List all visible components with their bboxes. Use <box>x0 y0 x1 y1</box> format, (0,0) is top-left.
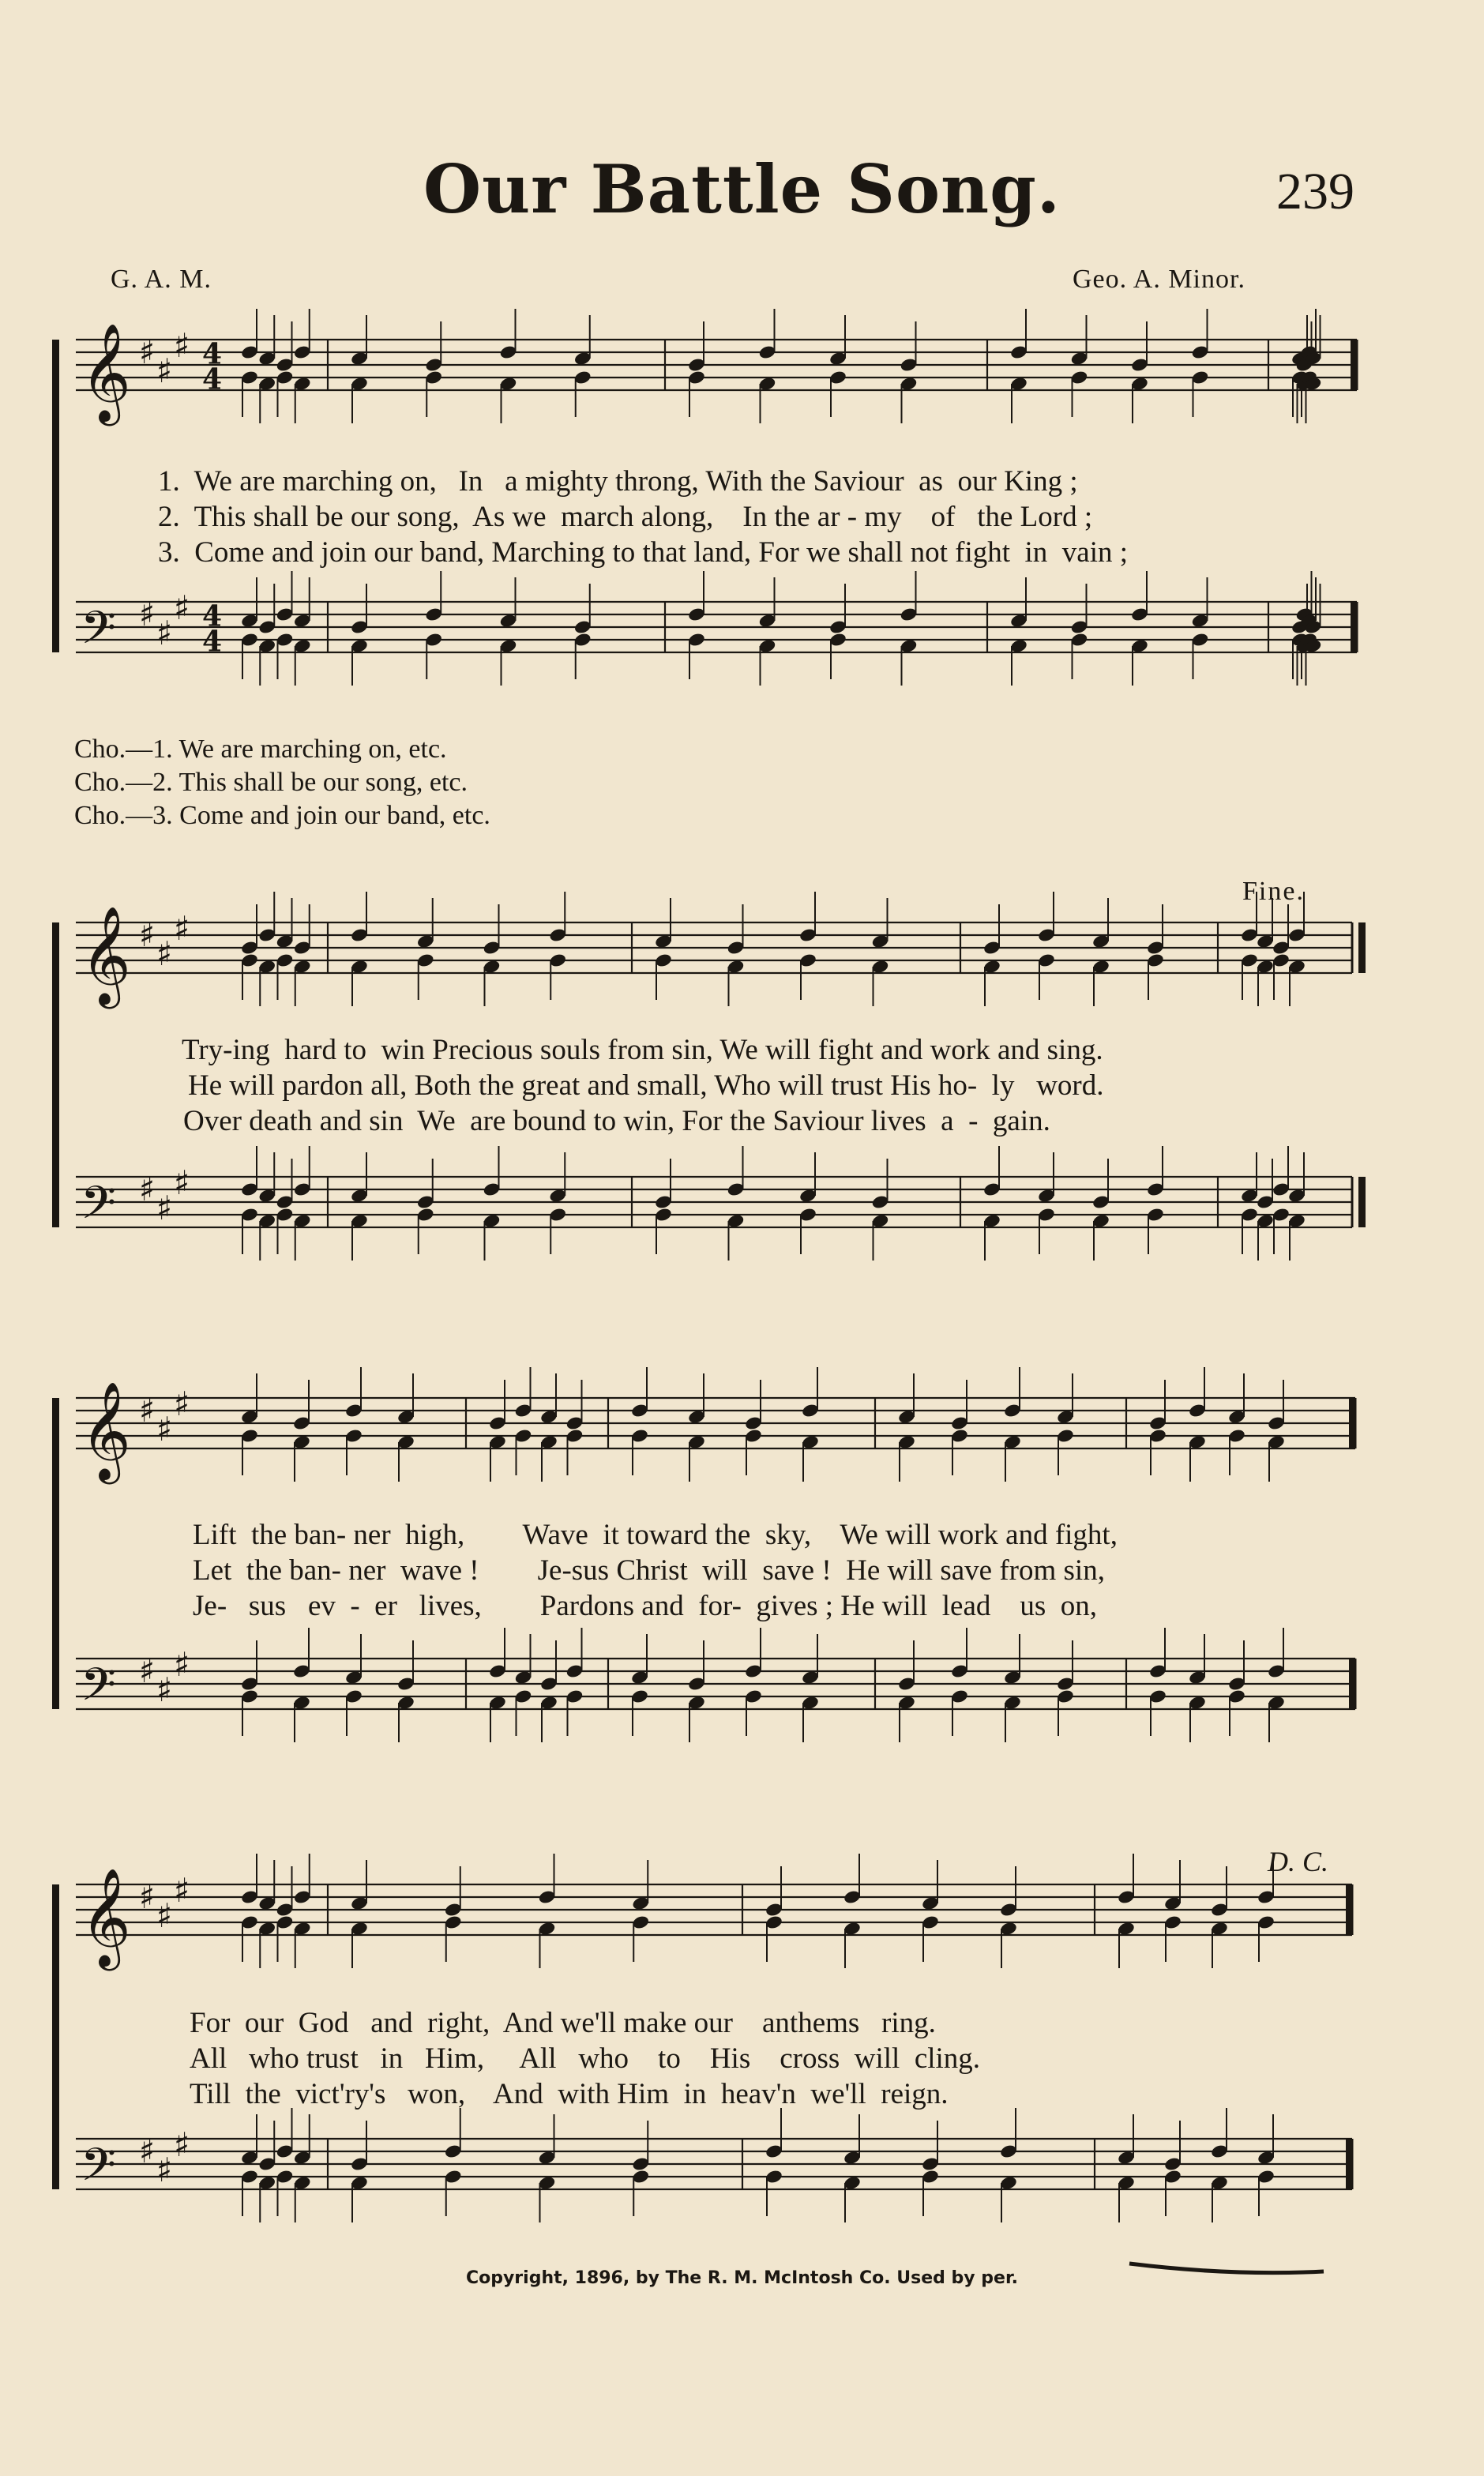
system-brace <box>52 922 59 1227</box>
chorus-note-1: Cho.—1. We are marching on, etc. <box>74 735 447 764</box>
verse-1-line-1: 1. We are marching on, In a mighty throng, With the Saviour as our King ; <box>158 465 1078 498</box>
chorus-note-2: Cho.—2. This shall be our song, etc. <box>74 768 468 797</box>
treble-clef-icon: 𝄞 <box>81 906 131 1005</box>
sharp-icon: ♯ <box>174 1385 190 1423</box>
verse-2-line-3: Let the ban- ner wave ! Je-sus Christ will save ! He will save from sin, <box>193 1554 1105 1587</box>
fine-marking: Fine. <box>1242 877 1305 906</box>
sharp-icon: ♯ <box>139 2132 156 2170</box>
system-brace <box>52 340 59 652</box>
sharp-icon: ♯ <box>156 351 173 390</box>
system-brace <box>52 1884 59 2189</box>
verse-1-line-3: Lift the ban- ner high, Wave it toward the sky, We will work and fight, <box>193 1519 1118 1551</box>
svg-text:4: 4 <box>202 363 223 396</box>
sharp-icon: ♯ <box>174 909 190 948</box>
verse-3-line-1: 3. Come and join our band, Marching to that land, For we shall not fight in vain ; <box>158 536 1129 569</box>
treble-clef-icon: 𝄞 <box>81 1381 131 1480</box>
bass-clef-icon: 𝄢 <box>81 1176 117 1241</box>
sharp-icon: ♯ <box>139 1651 156 1690</box>
verse-2-line-1: 2. This shall be our song, As we march along, In the ar - my of the Lord ; <box>158 501 1093 533</box>
verse-1-line-4: For our God and right, And we'll make our anthems ring. <box>190 2007 936 2039</box>
sharp-icon: ♯ <box>156 2151 173 2189</box>
sharp-icon: ♯ <box>139 1391 156 1430</box>
svg-text:4: 4 <box>202 599 223 633</box>
sharp-icon: ♯ <box>139 915 156 954</box>
sharp-icon: ♯ <box>156 934 173 973</box>
sharp-icon: ♯ <box>139 1877 156 1916</box>
treble-clef-icon: 𝄞 <box>81 323 131 422</box>
bass-clef-icon: 𝄢 <box>81 2138 117 2203</box>
verse-1-line-2: Try-ing hard to win Precious souls from sin, We will fight and work and sing. <box>182 1034 1103 1066</box>
bass-clef-icon: 𝄢 <box>81 1658 117 1723</box>
sharp-icon: ♯ <box>139 333 156 371</box>
page-number: 239 <box>1276 163 1354 220</box>
music-composer: Geo. A. Minor. <box>1073 265 1245 294</box>
sharp-icon: ♯ <box>174 1871 190 1910</box>
verse-2-line-2: He will pardon all, Both the great and small, Who will trust His ho- ly word. <box>188 1069 1104 1102</box>
svg-text:4: 4 <box>202 625 223 659</box>
sharp-icon: ♯ <box>174 326 190 365</box>
sharp-icon: ♯ <box>156 1410 173 1448</box>
chorus-note-3: Cho.—3. Come and join our band, etc. <box>74 801 490 830</box>
hymn-title: Our Battle Song. <box>423 150 1061 228</box>
sharp-icon: ♯ <box>174 588 190 627</box>
sharp-icon: ♯ <box>174 2125 190 2164</box>
sharp-icon: ♯ <box>139 595 156 633</box>
bass-clef-icon: 𝄢 <box>81 601 117 666</box>
sharp-icon: ♯ <box>156 1670 173 1709</box>
sharp-icon: ♯ <box>174 1645 190 1684</box>
sharp-icon: ♯ <box>156 1896 173 1935</box>
verse-3-line-3: Je- sus ev - er lives, Pardons and for- gives ; He will lead us on, <box>193 1590 1098 1622</box>
copyright-notice: Copyright, 1896, by The R. M. McIntosh Co. Used by per. <box>465 2268 1019 2288</box>
sharp-icon: ♯ <box>156 614 173 652</box>
dc-marking: D. C. <box>1268 1846 1329 1877</box>
words-author: G. A. M. <box>111 265 212 294</box>
verse-3-line-4: Till the vict'ry's won, And with Him in heav'n we'll reign. <box>190 2078 949 2110</box>
sharp-icon: ♯ <box>174 1163 190 1202</box>
treble-clef-icon: 𝄞 <box>81 1868 131 1967</box>
system-brace <box>52 1398 59 1709</box>
sharp-icon: ♯ <box>156 1189 173 1227</box>
verse-3-line-2: Over death and sin We are bound to win, For the Saviour lives a - gain. <box>183 1105 1050 1137</box>
svg-text:4: 4 <box>202 337 223 371</box>
sharp-icon: ♯ <box>139 1170 156 1208</box>
verse-2-line-4: All who trust in Him, All who to His cross will cling. <box>190 2042 981 2075</box>
